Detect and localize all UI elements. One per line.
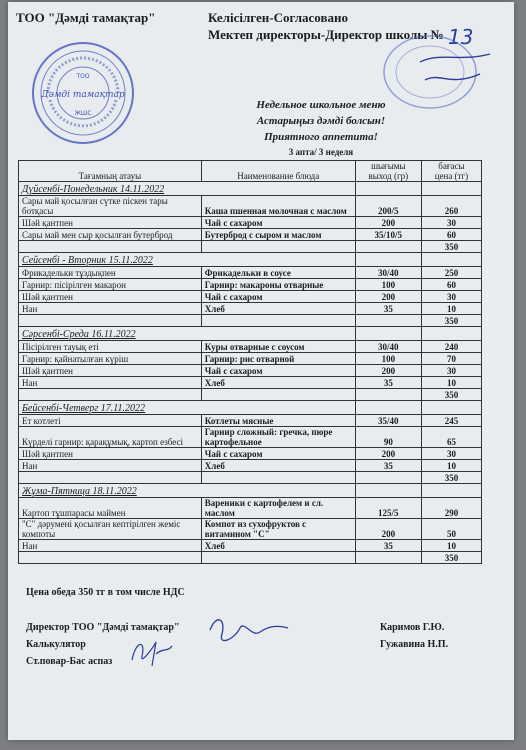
agreed-label: Келісілген-Согласовано xyxy=(208,10,348,25)
dish-ru: Хлеб xyxy=(201,303,355,315)
day-label: Дүйсенбі-Понедельник 14.11.2022 xyxy=(19,182,356,196)
dish-price: 30 xyxy=(421,365,481,377)
director-school-label: Мектеп директоры-Директор школы № xyxy=(208,27,444,42)
total-empty xyxy=(355,315,421,327)
dish-ru: Котлеты мясные xyxy=(201,415,355,427)
header-kz: Тағамның атауы xyxy=(19,161,202,182)
day-label: Жұма-Пятница 18.11.2022 xyxy=(19,484,356,498)
table-row xyxy=(19,291,482,303)
cook-signature xyxy=(126,634,176,670)
day-total: 350 xyxy=(421,241,481,253)
title-bon-appetit-kz: Астарыңыз дәмді болсын! xyxy=(256,115,386,127)
dish-price: 10 xyxy=(421,460,481,472)
day-heading-row xyxy=(19,401,482,415)
dish-ru: Вареники с картофелем и сл. маслом xyxy=(201,498,355,519)
dish-yield: 35/40 xyxy=(355,415,421,427)
table-row xyxy=(19,353,482,365)
director-signature xyxy=(204,610,294,650)
day-heading-empty xyxy=(355,182,421,196)
dish-price: 30 xyxy=(421,217,481,229)
dish-kz: Нан xyxy=(19,540,202,552)
dish-yield: 200 xyxy=(355,519,421,540)
total-empty xyxy=(19,552,202,564)
day-heading-empty xyxy=(421,253,481,267)
dish-price: 245 xyxy=(421,415,481,427)
day-label: Сейсенбі - Вторник 15.11.2022 xyxy=(19,253,356,267)
table-row xyxy=(19,196,482,217)
header-price: бағасы цена (тг) xyxy=(421,161,481,182)
table-row xyxy=(19,377,482,389)
total-row xyxy=(19,389,482,401)
dish-ru: Гарнир: рис отварной xyxy=(201,353,355,365)
menu-sheet xyxy=(8,2,514,740)
calculator-name: Гужавина Н.П. xyxy=(380,639,449,650)
day-label: Сәрсенбі-Среда 16.11.2022 xyxy=(19,327,356,341)
dish-ru: Куры отварные с соусом xyxy=(201,341,355,353)
company-name: ТОО "Дәмді тамақтар" xyxy=(16,10,156,25)
dish-price: 10 xyxy=(421,377,481,389)
total-row xyxy=(19,241,482,253)
dish-ru: Хлеб xyxy=(201,460,355,472)
dish-ru: Гарнир: макароны отварные xyxy=(201,279,355,291)
day-heading-empty xyxy=(355,327,421,341)
dish-yield: 200 xyxy=(355,365,421,377)
dish-kz: Шәй қантпен xyxy=(19,217,202,229)
day-heading-row xyxy=(19,182,482,196)
dish-yield: 100 xyxy=(355,353,421,365)
day-heading-empty xyxy=(421,182,481,196)
dish-yield: 200 xyxy=(355,291,421,303)
dish-yield: 35 xyxy=(355,377,421,389)
table-row xyxy=(19,427,482,448)
total-empty xyxy=(355,241,421,253)
total-empty xyxy=(201,552,355,564)
day-heading-row xyxy=(19,327,482,341)
dish-yield: 35 xyxy=(355,540,421,552)
total-empty xyxy=(355,389,421,401)
dish-yield: 35/10/5 xyxy=(355,229,421,241)
dish-kz: Шәй қантпен xyxy=(19,291,202,303)
dish-price: 70 xyxy=(421,353,481,365)
director-label: Директор ТОО "Дәмді тамақтар" xyxy=(26,622,180,633)
dish-kz: Сары май мен сыр қосылған бутерброд xyxy=(19,229,202,241)
total-row xyxy=(19,472,482,484)
day-total: 350 xyxy=(421,389,481,401)
day-heading-row xyxy=(19,484,482,498)
title-weekly-menu: Недельное школьное меню xyxy=(256,99,386,111)
dish-kz: Картоп тұшпарасы маймен xyxy=(19,498,202,519)
table-row xyxy=(19,498,482,519)
stamp-bottom-text: ЖШС xyxy=(74,110,92,117)
day-total: 350 xyxy=(421,315,481,327)
dish-ru: Чай с сахаром xyxy=(201,365,355,377)
dish-yield: 200/5 xyxy=(355,196,421,217)
dish-price: 30 xyxy=(421,448,481,460)
dish-ru: Хлеб xyxy=(201,540,355,552)
day-heading-empty xyxy=(355,253,421,267)
dish-kz: Ет котлеті xyxy=(19,415,202,427)
dish-ru: Чай с сахаром xyxy=(201,291,355,303)
dish-ru: Компот из сухофруктов с витамином "С" xyxy=(201,519,355,540)
day-heading-empty xyxy=(355,484,421,498)
dish-kz: Нан xyxy=(19,377,202,389)
title-week: 3 апта/ 3 неделя xyxy=(288,147,354,157)
title-bon-appetit-ru: Приятного аппетита! xyxy=(264,131,378,143)
dish-yield: 200 xyxy=(355,217,421,229)
total-row xyxy=(19,552,482,564)
dish-kz: "С" дәрумені қосылған кептірілген жеміс компоты xyxy=(19,519,202,540)
dish-kz: Нан xyxy=(19,460,202,472)
dish-ru: Хлеб xyxy=(201,377,355,389)
day-heading-row xyxy=(19,253,482,267)
dish-price: 65 xyxy=(421,427,481,448)
dish-kz: Сары май қосылған сүтке піскен тары ботқасы xyxy=(19,196,202,217)
table-row xyxy=(19,303,482,315)
day-heading-empty xyxy=(355,401,421,415)
dish-yield: 30/40 xyxy=(355,341,421,353)
total-empty xyxy=(19,241,202,253)
dish-price: 60 xyxy=(421,229,481,241)
dish-price: 250 xyxy=(421,267,481,279)
table-row xyxy=(19,540,482,552)
dish-kz: Күрделі гарнир: қарақұмық, картоп езбесі xyxy=(19,427,202,448)
dish-ru: Чай с сахаром xyxy=(201,448,355,460)
dish-ru: Каша пшенная молочная с маслом xyxy=(201,196,355,217)
table-row xyxy=(19,267,482,279)
total-empty xyxy=(19,472,202,484)
table-row xyxy=(19,217,482,229)
dish-yield: 35 xyxy=(355,460,421,472)
day-label: Бейсенбі-Четверг 17.11.2022 xyxy=(19,401,356,415)
dish-yield: 125/5 xyxy=(355,498,421,519)
dish-kz: Гарнир: қайнатылған күріш xyxy=(19,353,202,365)
school-number: 13 xyxy=(448,25,474,49)
total-empty xyxy=(201,315,355,327)
dish-price: 30 xyxy=(421,291,481,303)
price-note: Цена обеда 350 тг в том числе НДС xyxy=(26,587,185,598)
table-row xyxy=(19,365,482,377)
day-total: 350 xyxy=(421,472,481,484)
cook-label: Ст.повар-Бас аспаз xyxy=(26,656,113,667)
day-heading-empty xyxy=(421,327,481,341)
day-heading-empty xyxy=(421,484,481,498)
total-row xyxy=(19,315,482,327)
dish-price: 10 xyxy=(421,540,481,552)
total-empty xyxy=(201,389,355,401)
dish-price: 240 xyxy=(421,341,481,353)
table-row xyxy=(19,229,482,241)
dish-yield: 90 xyxy=(355,427,421,448)
dish-price: 10 xyxy=(421,303,481,315)
dish-price: 260 xyxy=(421,196,481,217)
total-empty xyxy=(201,472,355,484)
table-header-row xyxy=(19,161,482,182)
table-row xyxy=(19,460,482,472)
dish-kz: Нан xyxy=(19,303,202,315)
stamp-top-text: ТОО xyxy=(76,73,90,80)
dish-kz: Пісірілген тауық еті xyxy=(19,341,202,353)
day-heading-empty xyxy=(421,401,481,415)
total-empty xyxy=(355,552,421,564)
dish-kz: Фрикадельки тұздықпен xyxy=(19,267,202,279)
dish-yield: 200 xyxy=(355,448,421,460)
table-row xyxy=(19,341,482,353)
dish-price: 60 xyxy=(421,279,481,291)
dish-price: 50 xyxy=(421,519,481,540)
director-name: Каримов Г.Ю. xyxy=(380,622,445,633)
dish-yield: 30/40 xyxy=(355,267,421,279)
table-row xyxy=(19,279,482,291)
day-total: 350 xyxy=(421,552,481,564)
header-ru: Наименование блюда xyxy=(201,161,355,182)
header-yield: шығымы выход (гр) xyxy=(355,161,421,182)
dish-kz: Шәй қантпен xyxy=(19,448,202,460)
dish-ru: Гарнир сложный: гречка, пюре картофельное xyxy=(201,427,355,448)
dish-ru: Бутерброд с сыром и маслом xyxy=(201,229,355,241)
dish-ru: Фрикадельки в соусе xyxy=(201,267,355,279)
menu-table xyxy=(18,160,482,564)
dish-yield: 35 xyxy=(355,303,421,315)
total-empty xyxy=(19,389,202,401)
dish-price: 290 xyxy=(421,498,481,519)
table-row xyxy=(19,519,482,540)
table-row xyxy=(19,448,482,460)
total-empty xyxy=(355,472,421,484)
calculator-label: Калькулятор xyxy=(26,639,86,650)
total-empty xyxy=(201,241,355,253)
dish-yield: 100 xyxy=(355,279,421,291)
table-row xyxy=(19,415,482,427)
stamp-center-text: Дәмді тамақтар xyxy=(41,90,125,100)
total-empty xyxy=(19,315,202,327)
dish-ru: Чай с сахаром xyxy=(201,217,355,229)
dish-kz: Шәй қантпен xyxy=(19,365,202,377)
dish-kz: Гарнир: пісірілген макарон xyxy=(19,279,202,291)
